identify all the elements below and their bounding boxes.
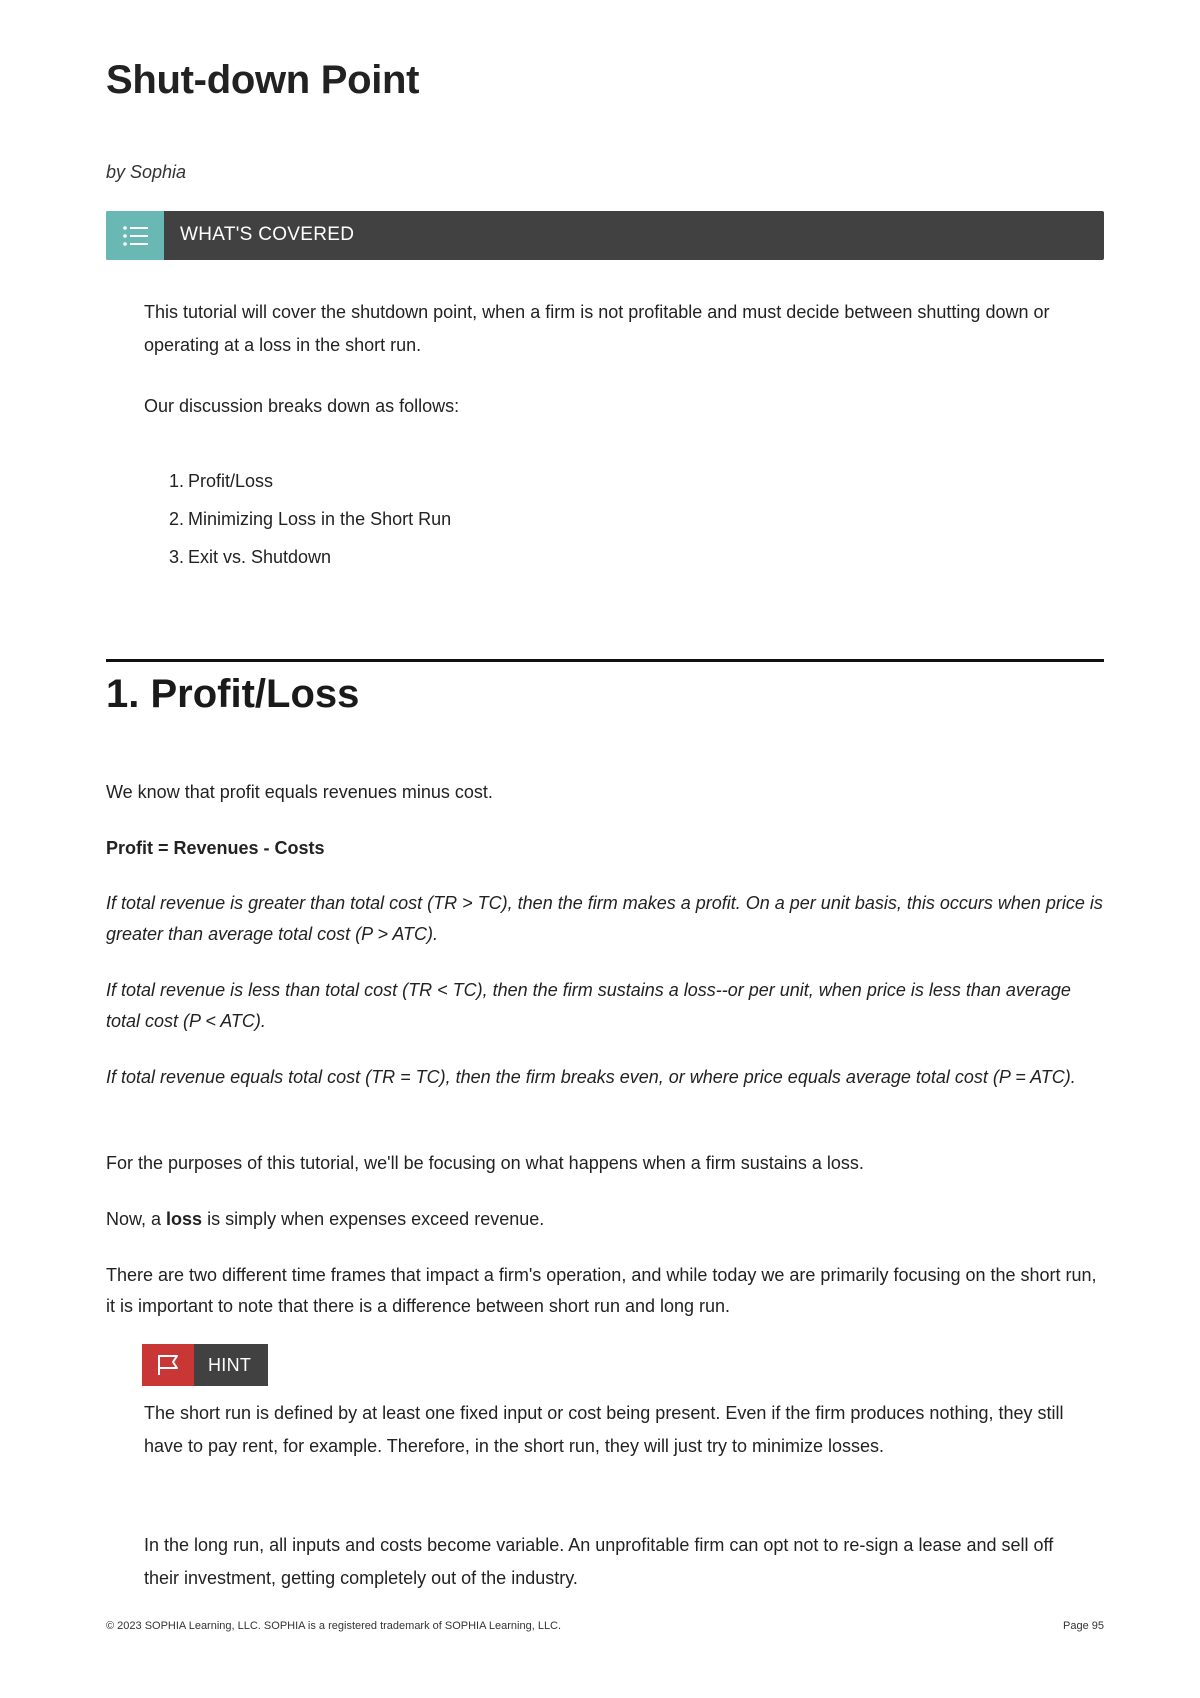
formula: Profit = Revenues - Costs [106,838,325,858]
whats-covered-icon-box [106,211,164,260]
byline: by Sophia [106,162,187,182]
hint-icon-box [142,1344,194,1386]
hint-banner [142,1344,268,1386]
outline-item: 1. Profit/Loss [168,471,274,491]
hint-paragraph: In the long run, all inputs and costs become variable. An unprofitable firm can opt not to re-sign a lease and sell off their investment, getting completely out of the industry. [144,1535,1054,1588]
discussion-text: Our discussion breaks down as follows: [144,396,460,416]
outline-item: 3. Exit vs. Shutdown [168,547,332,567]
list-icon [122,224,148,248]
paragraph: Now, a loss is simply when expenses exceed revenue. [106,1209,545,1229]
page-title: Shut-down Point [106,58,420,102]
footer-page-number: Page 95 [1063,1620,1104,1632]
outline-list [144,462,451,576]
footer-copyright: © 2023 SOPHIA Learning, LLC. SOPHIA is a registered trademark of SOPHIA Learning, LLC. [106,1620,562,1632]
paragraph: There are two different time frames that impact a firm's operation, and while today we are primarily focusing on the short run, it is important to note that there is a difference between short run and long run. [106,1265,1097,1316]
outline-item: 2. Minimizing Loss in the Short Run [168,509,452,529]
italic-paragraph: If total revenue is less than total cost (TR < TC), then the firm sustains a loss--or per unit, when price is less than average total cost (P < ATC). [106,980,1071,1031]
whats-covered-label: WHAT'S COVERED [180,224,355,245]
whats-covered-intro [144,296,1064,362]
paragraph: For the purposes of this tutorial, we'll be focusing on what happens when a firm sustains a loss. [106,1153,864,1173]
hint-paragraph: The short run is defined by at least one fixed input or cost being present. Even if the firm produces nothing, they still have to pay rent, for example. Therefore, in the short run, they will just try to minimize losses. [144,1403,1064,1456]
italic-paragraph: If total revenue is greater than total cost (TR > TC), then the firm makes a profit. On a per unit basis, this occurs when price is greater than average total cost (P > ATC). [106,893,1103,944]
flag-icon [156,1354,180,1376]
italic-paragraph: If total revenue equals total cost (TR = TC), then the firm breaks even, or where price equals average total cost (P = ATC). [106,1067,1076,1087]
whats-covered-banner [106,211,1104,260]
hint-label: HINT [208,1355,252,1375]
paragraph: We know that profit equals revenues minus cost. [106,782,493,802]
section-heading: 1. Profit/Loss [106,672,360,716]
section-divider [106,659,1104,662]
intro-text: This tutorial will cover the shutdown point, when a firm is not profitable and must decide between shutting down or operating at a loss in the short run. [144,302,1050,355]
